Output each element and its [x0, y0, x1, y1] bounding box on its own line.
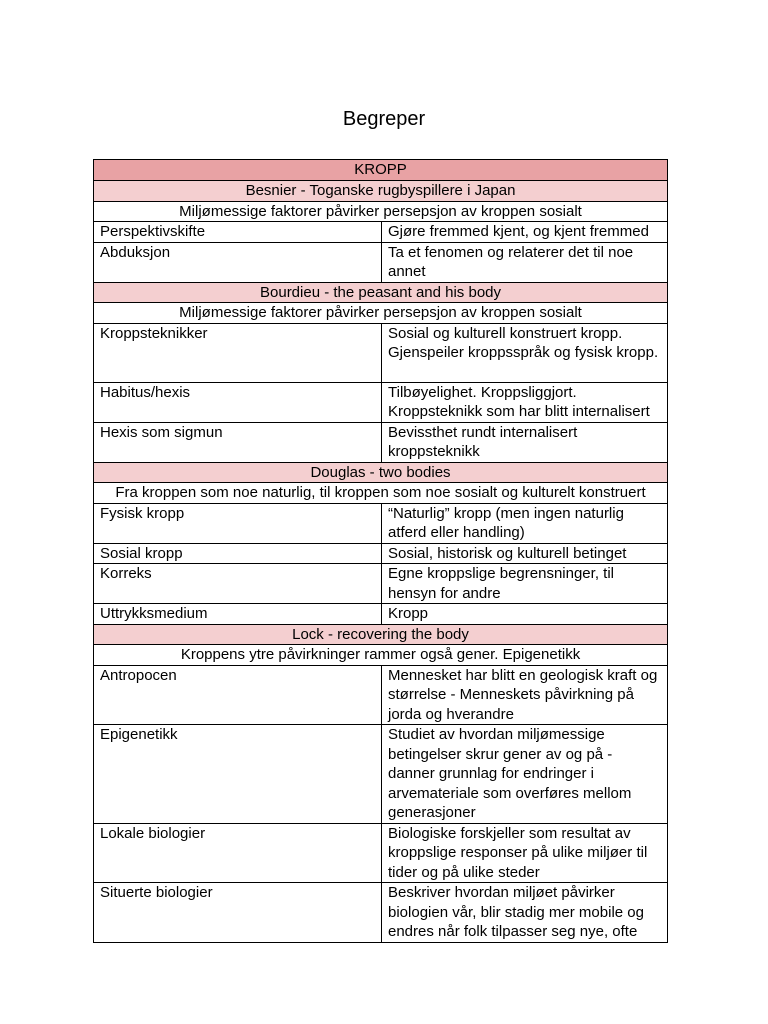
- page-title: Begreper: [342, 108, 426, 130]
- section-subtitle: Kroppens ytre påvirkninger rammer også gener. Epigenetikk: [94, 645, 668, 666]
- section-subtitle: Miljømessige faktorer påvirker persepsjon av kroppen sosialt: [94, 201, 668, 222]
- term-cell: Sosial kropp: [94, 543, 382, 564]
- term-cell: Uttrykksmedium: [94, 604, 382, 625]
- section-subtitle: Miljømessige faktorer påvirker persepsjon av kroppen sosialt: [94, 303, 668, 324]
- term-cell: Abduksjon: [94, 242, 382, 282]
- term-cell: Antropocen: [94, 665, 382, 725]
- definition-cell: “Naturlig” kropp (men ingen naturlig atferd eller handling): [382, 503, 668, 543]
- table-row: [94, 665, 668, 725]
- definition-cell: Kropp: [382, 604, 668, 625]
- section-heading: Douglas - two bodies: [94, 462, 668, 483]
- section-subtitle-row: [94, 645, 668, 666]
- term-cell: Hexis som sigmun: [94, 422, 382, 462]
- table-row: [94, 564, 668, 604]
- table-row: [94, 222, 668, 243]
- section-subtitle-row: [94, 303, 668, 324]
- table-header-kropp: KROPP: [94, 160, 668, 181]
- term-cell: Korreks: [94, 564, 382, 604]
- definition-cell: Egne kroppslige begrensninger, til hensyn for andre: [382, 564, 668, 604]
- section-subtitle-row: [94, 201, 668, 222]
- table-row: [94, 422, 668, 462]
- table-row: [94, 725, 668, 824]
- section-heading-row: [94, 624, 668, 645]
- term-cell: Lokale biologier: [94, 823, 382, 883]
- table-row: [94, 503, 668, 543]
- section-subtitle-row: [94, 483, 668, 504]
- definition-cell: Sosial og kulturell konstruert kropp. Gjenspeiler kroppsspråk og fysisk kropp.: [382, 323, 668, 382]
- definition-cell: Biologiske forskjeller som resultat av kroppslige responser på ulike miljøer til tider og på ulike steder: [382, 823, 668, 883]
- section-heading-row: [94, 462, 668, 483]
- definition-cell: Beskriver hvordan miljøet påvirker biologien vår, blir stadig mer mobile og endres når folk tilpasser seg nye, ofte: [382, 883, 668, 943]
- definition-cell: Tilbøyelighet. Kroppsliggjort. Kroppsteknikk som har blitt internalisert: [382, 382, 668, 422]
- table-row: [94, 323, 668, 382]
- concepts-table: [93, 159, 668, 943]
- definition-cell: Bevissthet rundt internalisert kroppsteknikk: [382, 422, 668, 462]
- section-heading-row: [94, 181, 668, 202]
- table-row: [94, 883, 668, 943]
- term-cell: Perspektivskifte: [94, 222, 382, 243]
- term-cell: Habitus/hexis: [94, 382, 382, 422]
- table-header-row: [94, 160, 668, 181]
- definition-cell: Mennesket har blitt en geologisk kraft og størrelse - Menneskets påvirkning på jorda og hverandre: [382, 665, 668, 725]
- definition-cell: Gjøre fremmed kjent, og kjent fremmed: [382, 222, 668, 243]
- term-cell: Epigenetikk: [94, 725, 382, 824]
- section-heading: Besnier - Toganske rugbyspillere i Japan: [94, 181, 668, 202]
- table-row: [94, 543, 668, 564]
- term-cell: Situerte biologier: [94, 883, 382, 943]
- section-subtitle: Fra kroppen som noe naturlig, til kroppen som noe sosialt og kulturelt konstruert: [94, 483, 668, 504]
- definition-cell: Sosial, historisk og kulturell betinget: [382, 543, 668, 564]
- definition-cell: Studiet av hvordan miljømessige betingelser skrur gener av og på - danner grunnlag for endringer i arvemateriale som overføres mellom generasjoner: [382, 725, 668, 824]
- section-heading: Bourdieu - the peasant and his body: [94, 282, 668, 303]
- section-heading-row: [94, 282, 668, 303]
- definition-cell: Ta et fenomen og relaterer det til noe annet: [382, 242, 668, 282]
- table-row: [94, 242, 668, 282]
- section-heading: Lock - recovering the body: [94, 624, 668, 645]
- table-row: [94, 604, 668, 625]
- table-row: [94, 823, 668, 883]
- table-row: [94, 382, 668, 422]
- term-cell: Kroppsteknikker: [94, 323, 382, 382]
- term-cell: Fysisk kropp: [94, 503, 382, 543]
